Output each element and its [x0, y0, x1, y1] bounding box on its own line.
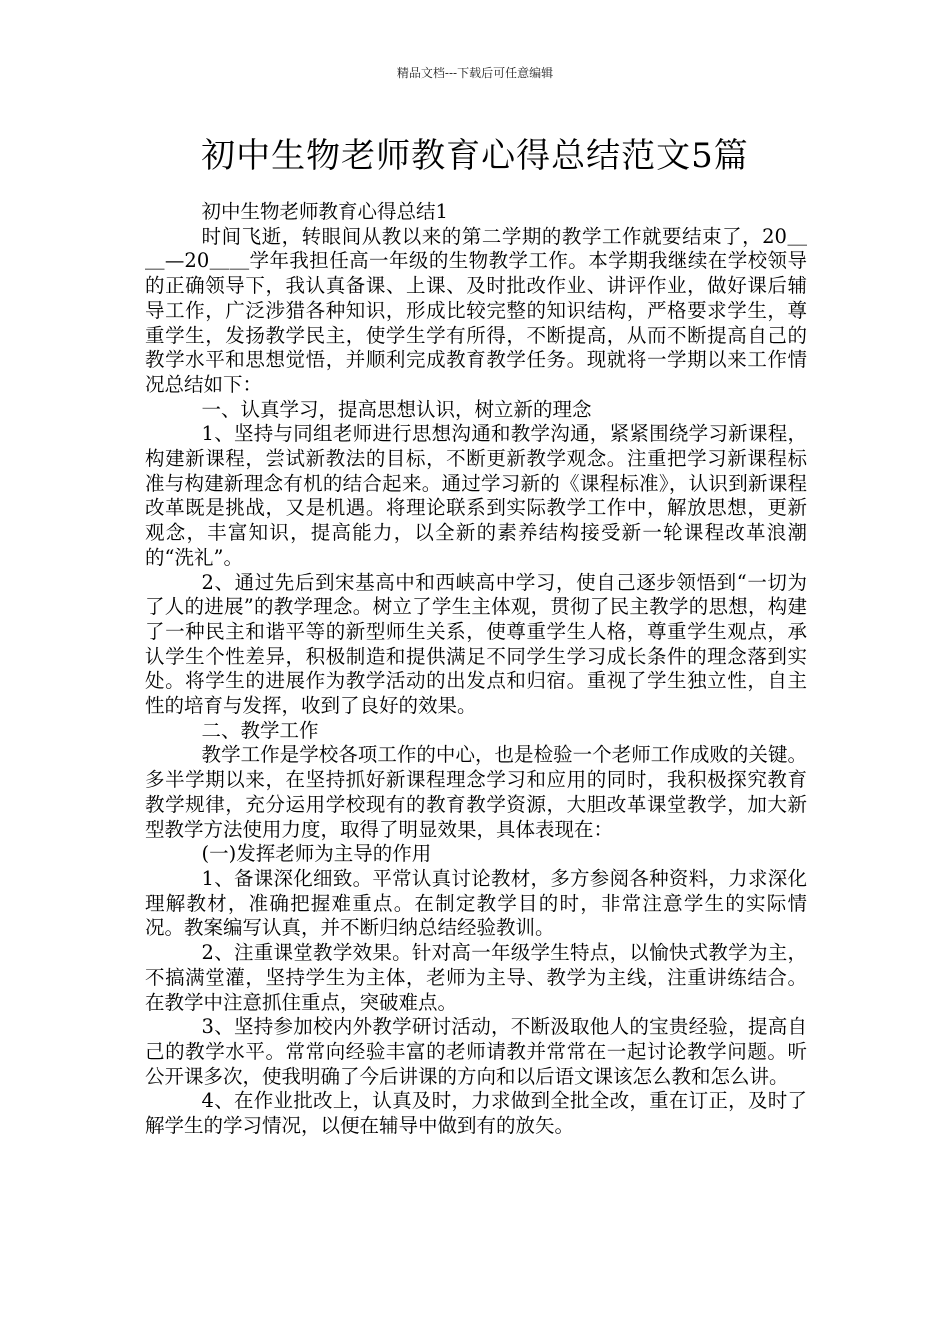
paragraph: 教学工作是学校各项工作的中心，也是检验一个老师工作成败的关键。多半学期以来，在坚持抓好新课程理念学习和应用的同时，我积极探究教育教学规律，充分运用学校现有的教育教学资源，大胆改革课堂教学，加大新型教学方法使用力度，取得了明显效果，具体表现在： — [145, 743, 807, 841]
paragraph: 2、通过先后到宋基高中和西峡高中学习，使自己逐步领悟到“一切为了人的进展”的教学理念。树立了学生主体观，贯彻了民主教学的思想，构建了一种民主和谐平等的新型师生关系，使尊重学生人格，尊重学生观点，承认学生个性差异，积极制造和提供满足不同学生学习成长条件的理念落到实处。将学生的进展作为教学活动的出发点和归宿。重视了学生独立性，自主性的培育与发挥，收到了良好的效果。 — [145, 570, 807, 718]
paragraph: 3、坚持参加校内外教学研讨活动，不断汲取他人的宝贵经验，提高自己的教学水平。常常向经验丰富的老师请教并常常在一起讨论教学问题。听公开课多次，使我明确了今后讲课的方向和以后语文课该怎么教和怎么讲。 — [145, 1015, 807, 1088]
paragraph: 时间飞逝，转眼间从教以来的第二学期的教学工作就要结束了，20＿＿—20＿＿学年我担任高一年级的生物教学工作。本学期我继续在学校领导的正确领导下，我认真备课、上课、及时批改作业、讲评作业，做好课后辅导工作，广泛涉猎各种知识，形成比较完整的知识结构，严格要求学生，尊重学生，发扬教学民主，使学生学有所得，不断提高，从而不断提高自己的教学水平和思想觉悟，并顺利完成教育教学任务。现就将一学期以来工作情况总结如下： — [145, 224, 807, 396]
section-heading: 一、认真学习，提高思想认识，树立新的理念 — [201, 397, 592, 421]
document-body — [145, 200, 807, 1139]
paragraph: 1、坚持与同组老师进行思想沟通和教学沟通，紧紧围绕学习新课程，构建新课程，尝试新教法的目标，不断更新教学观念。注重把学习新课程标准与构建新理念有机的结合起来。通过学习新的《课程标准》，认识到新课程改革既是挑战，又是机遇。将理论联系到实际教学工作中，解放思想，更新观念，丰富知识，提高能力，以全新的素养结构接受新一轮课程改革浪潮的“洗礼”。 — [145, 422, 807, 569]
paragraph: 4、在作业批改上，认真及时，力求做到全批全改，重在订正，及时了解学生的学习情况，以便在辅导中做到有的放矢。 — [145, 1089, 807, 1138]
section-heading: 二、教学工作 — [201, 718, 319, 742]
page-header: 精品文档---下载后可任意编辑 — [396, 66, 554, 80]
paragraph: 1、备课深化细致。平常认真讨论教材，多方参阅各种资料，力求深化理解教材，准确把握难重点。在制定教学目的时，非常注意学生的实际情况。教案编写认真，并不断归纳总结经验教训。 — [145, 866, 807, 940]
subsection-heading: (一)发挥老师为主导的作用 — [201, 842, 432, 866]
paragraph: 2、注重课堂教学效果。针对高一年级学生特点，以愉快式教学为主，不搞满堂灌，坚持学生为主体，老师为主导、教学为主线，注重讲练结合。在教学中注意抓住重点，突破难点。 — [145, 941, 807, 1014]
document-title: 初中生物老师教育心得总结范文5篇 — [201, 136, 749, 176]
section-heading: 初中生物老师教育心得总结1 — [201, 200, 448, 223]
